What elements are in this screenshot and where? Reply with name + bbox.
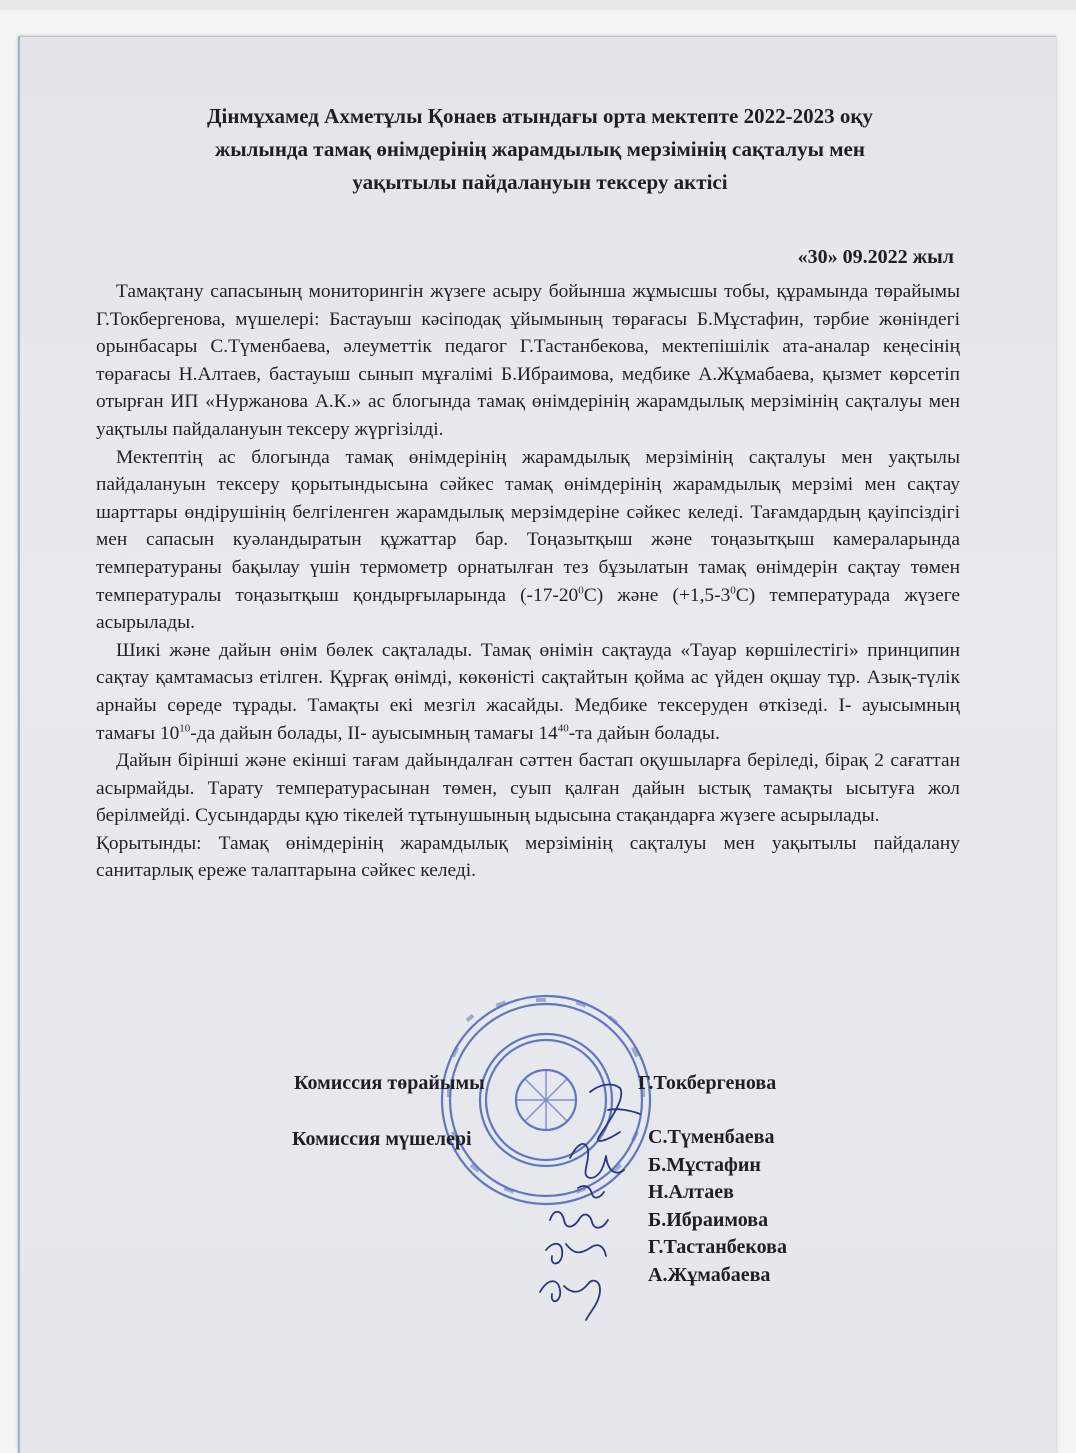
member-name: А.Жұмабаева xyxy=(648,1263,771,1286)
document-body xyxy=(96,278,960,885)
member-name: Г.Тастанбекова xyxy=(648,1236,787,1259)
member-name: Б.Мұстафин xyxy=(648,1153,761,1176)
paragraph-4: Дайын бірінші және екінші тағам дайындалған сәттен бастап оқушыларға беріледі, бірақ 2 сағаттан асырмайды. Тарату температурасынан төмен, суып қалған дайын ыстық тамақты ысытуға жол берілмейді. Сусындарды құю тікелей тұтынушының ыдысына стақандарға жүзеге асырылады. xyxy=(96,750,960,827)
member-name: Б.Ибраимова xyxy=(648,1208,769,1231)
paragraph-1: Тамақтану сапасының мониторингін жүзеге асыру бойынша жұмысшы тобы, құрамында төрайымы Г.Токбергенова, мүшелері: Бастауыш кәсіподақ ұйымының төрағасы Б.Мұстафин, тәрбие жөніндегі орынбасары С.Түменбаева, әлеуметтік педагог Г.Тастанбекова, мектепішілік ата-аналар кеңесінің төрағасы Н.Алтаев, бастауыш сынып мұғалімі Б.Ибраимова, медбике А.Жұмабаева, қызмет көрсетіп отырған ИП «Нуржанова А.К.» ас блогында тамақ өнімдерінің жарамдылық мерзімінің сақталуы мен уақтылы пайдалануын тексеру жүргізілді. xyxy=(96,281,960,440)
title-line: Дінмұхамед Ахметұлы Қонаев атындағы орта мектепте 2022-2023 оқу xyxy=(207,104,873,128)
members-label: Комиссия мүшелері xyxy=(292,1128,472,1150)
document-date: «30» 09.2022 жыл xyxy=(797,246,954,268)
chair-name: Г.Токбергенова xyxy=(638,1072,777,1094)
conclusion-paragraph: Қорытынды: Тамақ өнімдерінің жарамдылық мерзімінің сақталуы мен уақытылы пайдалану санитарлық ереже талаптарына сәйкес келеді. xyxy=(96,832,960,882)
paragraph-2: Мектептің ас блогында тамақ өнімдерінің жарамдылық мерзімінің сақталуы мен уақтылы пайдалануын тексеру қорытындысына сәйкес тамақ өнімдерінің жарамдылық мерзімі мен сақтау шарттары өндірушінің белгіленген жарамдылық мерзімдеріне сәйкес келеді. Тағамдардың қауіпсіздігі мен сапасын куәландыратын құжаттар бар. Тоңазытқыш және тоңазытқыш камераларында температураны бақылау үшін термометр орнатылған тез бұзылатын тамақ өнімдерін сақтау төмен температуралы тоңазытқыш қондырғыларында $(-17-20^0С)$ және $(+1,5-3^0С)$ температурада жүзеге асырылады. xyxy=(96,446,961,634)
member-name: Н.Алтаев xyxy=(648,1181,734,1204)
document-title xyxy=(120,100,960,199)
member-name: С.Түменбаева xyxy=(648,1126,775,1148)
title-line: жылында тамақ өнімдерінің жарамдылық мерзімінің сақталуы мен xyxy=(215,137,865,161)
handwritten-signatures xyxy=(530,1080,670,1330)
top-status-strip xyxy=(0,0,1076,10)
title-line: уақытылы пайдалануын тексеру актісі xyxy=(352,170,728,194)
paragraph-3: Шикі және дайын өнім бөлек сақталады. Тамақ өнімін сақтауда «Тауар көршілестігі» принципин сақтау қамтамасыз етілген. Құрғақ өнімді, көкөністі сақтайтын қойма ас үйден оқшау тұр. Азық-түлік арнайы сөреде тұрады. Тамақты екі мезгіл жасайды. Медбике тексеруден өткізеді. І- ауысымның тамағы $10^{10}-да$ дайын болады, ІІ- ауысымның тамағы $14^{40}-та$ дайын болады. xyxy=(96,639,960,744)
chair-label: Комиссия төрайымы xyxy=(294,1072,485,1094)
